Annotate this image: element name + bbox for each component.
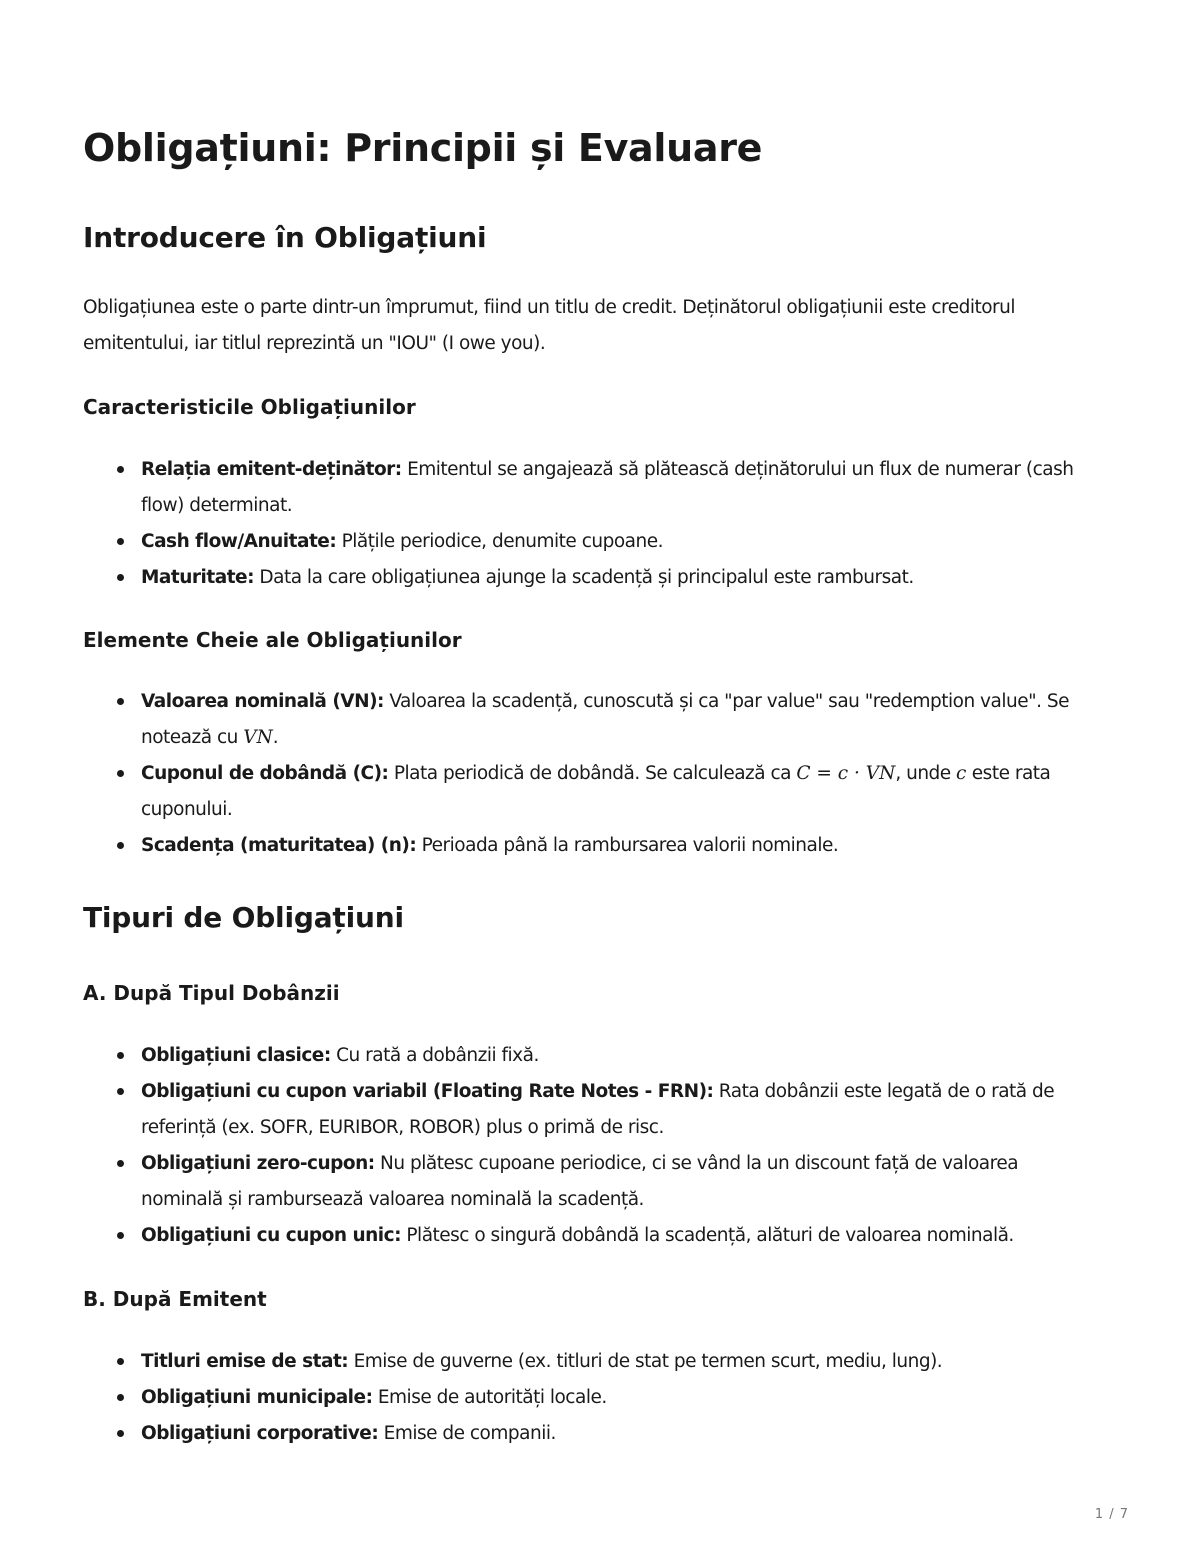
list-item-term: Obligațiuni cu cupon variabil (Floating Rate Notes - FRN):: [141, 1081, 714, 1102]
list-item: [83, 828, 1083, 864]
list-item-term: Cuponul de dobândă (C):: [141, 763, 389, 784]
characteristics-list: [83, 452, 1083, 596]
list-item-term: Scadența (maturitatea) (n):: [141, 835, 417, 856]
list-item-text: Emise de companii.: [378, 1423, 556, 1444]
list-item-text: Nu plătesc cupoane periodice, ci se vând la un discount față de valoarea nominală și rambursează valoarea nominală la scadență.: [141, 1153, 1019, 1210]
list-item: [83, 1344, 1083, 1380]
list-item-term: Obligațiuni cu cupon unic:: [141, 1225, 402, 1246]
list-item-term: Obligațiuni clasice:: [141, 1045, 331, 1066]
list-item-text: Plătesc o singură dobândă la scadență, alături de valoarea nominală.: [401, 1225, 1014, 1246]
list-item-term: Cash flow/Anuitate:: [141, 531, 337, 552]
list-item: [83, 1416, 1083, 1452]
list-item-text: Valoarea la scadență, cunoscută și ca "par value" sau "redemption value". Se notează cu: [141, 691, 1069, 748]
list-item-text: Perioada până la rambursarea valorii nominale.: [416, 835, 839, 856]
math-expression: C = c · VN: [796, 763, 896, 784]
list-item-text: Plățile periodice, denumite cupoane.: [336, 531, 663, 552]
subsection-heading-by-interest: A. După Tipul Dobânzii: [83, 981, 340, 1005]
list-item-text: Rata dobânzii este legată de o rată de referință (ex. SOFR, EURIBOR, ROBOR) plus o primă de risc.: [141, 1081, 1055, 1138]
list-item: [83, 524, 1083, 560]
list-item: [83, 756, 1083, 828]
list-item-term: Maturitate:: [141, 567, 254, 588]
list-item-text: Data la care obligațiunea ajunge la scadență și principalul este rambursat.: [254, 567, 914, 588]
page-indicator: 1 / 7: [1094, 1507, 1129, 1522]
list-item-text: Emitentul se angajează să plătească deținătorului un flux de numerar (cash flow) determinat.: [141, 459, 1074, 516]
list-item: [83, 1038, 1083, 1074]
list-item: [83, 1380, 1083, 1416]
list-item-text: este rata cuponului.: [141, 763, 1051, 820]
list-item-text: Emise de autorități locale.: [372, 1387, 607, 1408]
list-item-text: Cu rată a dobânzii fixă.: [330, 1045, 539, 1066]
list-item-text: Plata periodică de dobândă. Se calculează ca: [388, 763, 797, 784]
intro-paragraph: Obligațiunea este o parte dintr-un împrumut, fiind un titlu de credit. Deținătorul obligațiunii este creditorul emitentului, iar titlul reprezintă un "IOU" (I owe you).: [83, 297, 1016, 354]
list-item-term: Obligațiuni municipale:: [141, 1387, 373, 1408]
list-item: [83, 452, 1083, 524]
list-item: [83, 1074, 1083, 1146]
list-item: [83, 684, 1083, 756]
list-item-text: .: [272, 727, 279, 748]
by-interest-list: [83, 1038, 1083, 1254]
list-item: [83, 560, 1083, 596]
list-item-term: Titluri emise de stat:: [141, 1351, 349, 1372]
list-item-term: Obligațiuni corporative:: [141, 1423, 379, 1444]
math-expression: c: [956, 763, 967, 784]
math-expression: VN: [243, 727, 273, 748]
list-item: [83, 1218, 1083, 1254]
section-heading-intro: Introducere în Obligațiuni: [83, 221, 487, 254]
key-elements-list: [83, 684, 1083, 864]
by-issuer-list: [83, 1344, 1083, 1452]
list-item-text: Emise de guverne (ex. titluri de stat pe termen scurt, mediu, lung).: [348, 1351, 943, 1372]
document-title: Obligațiuni: Principii și Evaluare: [83, 126, 763, 170]
list-item: [83, 1146, 1083, 1218]
subsection-heading-by-issuer: B. După Emitent: [83, 1287, 267, 1311]
list-item-text: , unde: [895, 763, 957, 784]
subsection-heading-key-elements: Elemente Cheie ale Obligațiunilor: [83, 628, 462, 652]
subsection-heading-characteristics: Caracteristicile Obligațiunilor: [83, 395, 416, 419]
list-item-term: Obligațiuni zero-cupon:: [141, 1153, 375, 1174]
list-item-term: Valoarea nominală (VN):: [141, 691, 384, 712]
list-item-term: Relația emitent-deținător:: [141, 459, 402, 480]
section-heading-types: Tipuri de Obligațiuni: [83, 901, 404, 934]
